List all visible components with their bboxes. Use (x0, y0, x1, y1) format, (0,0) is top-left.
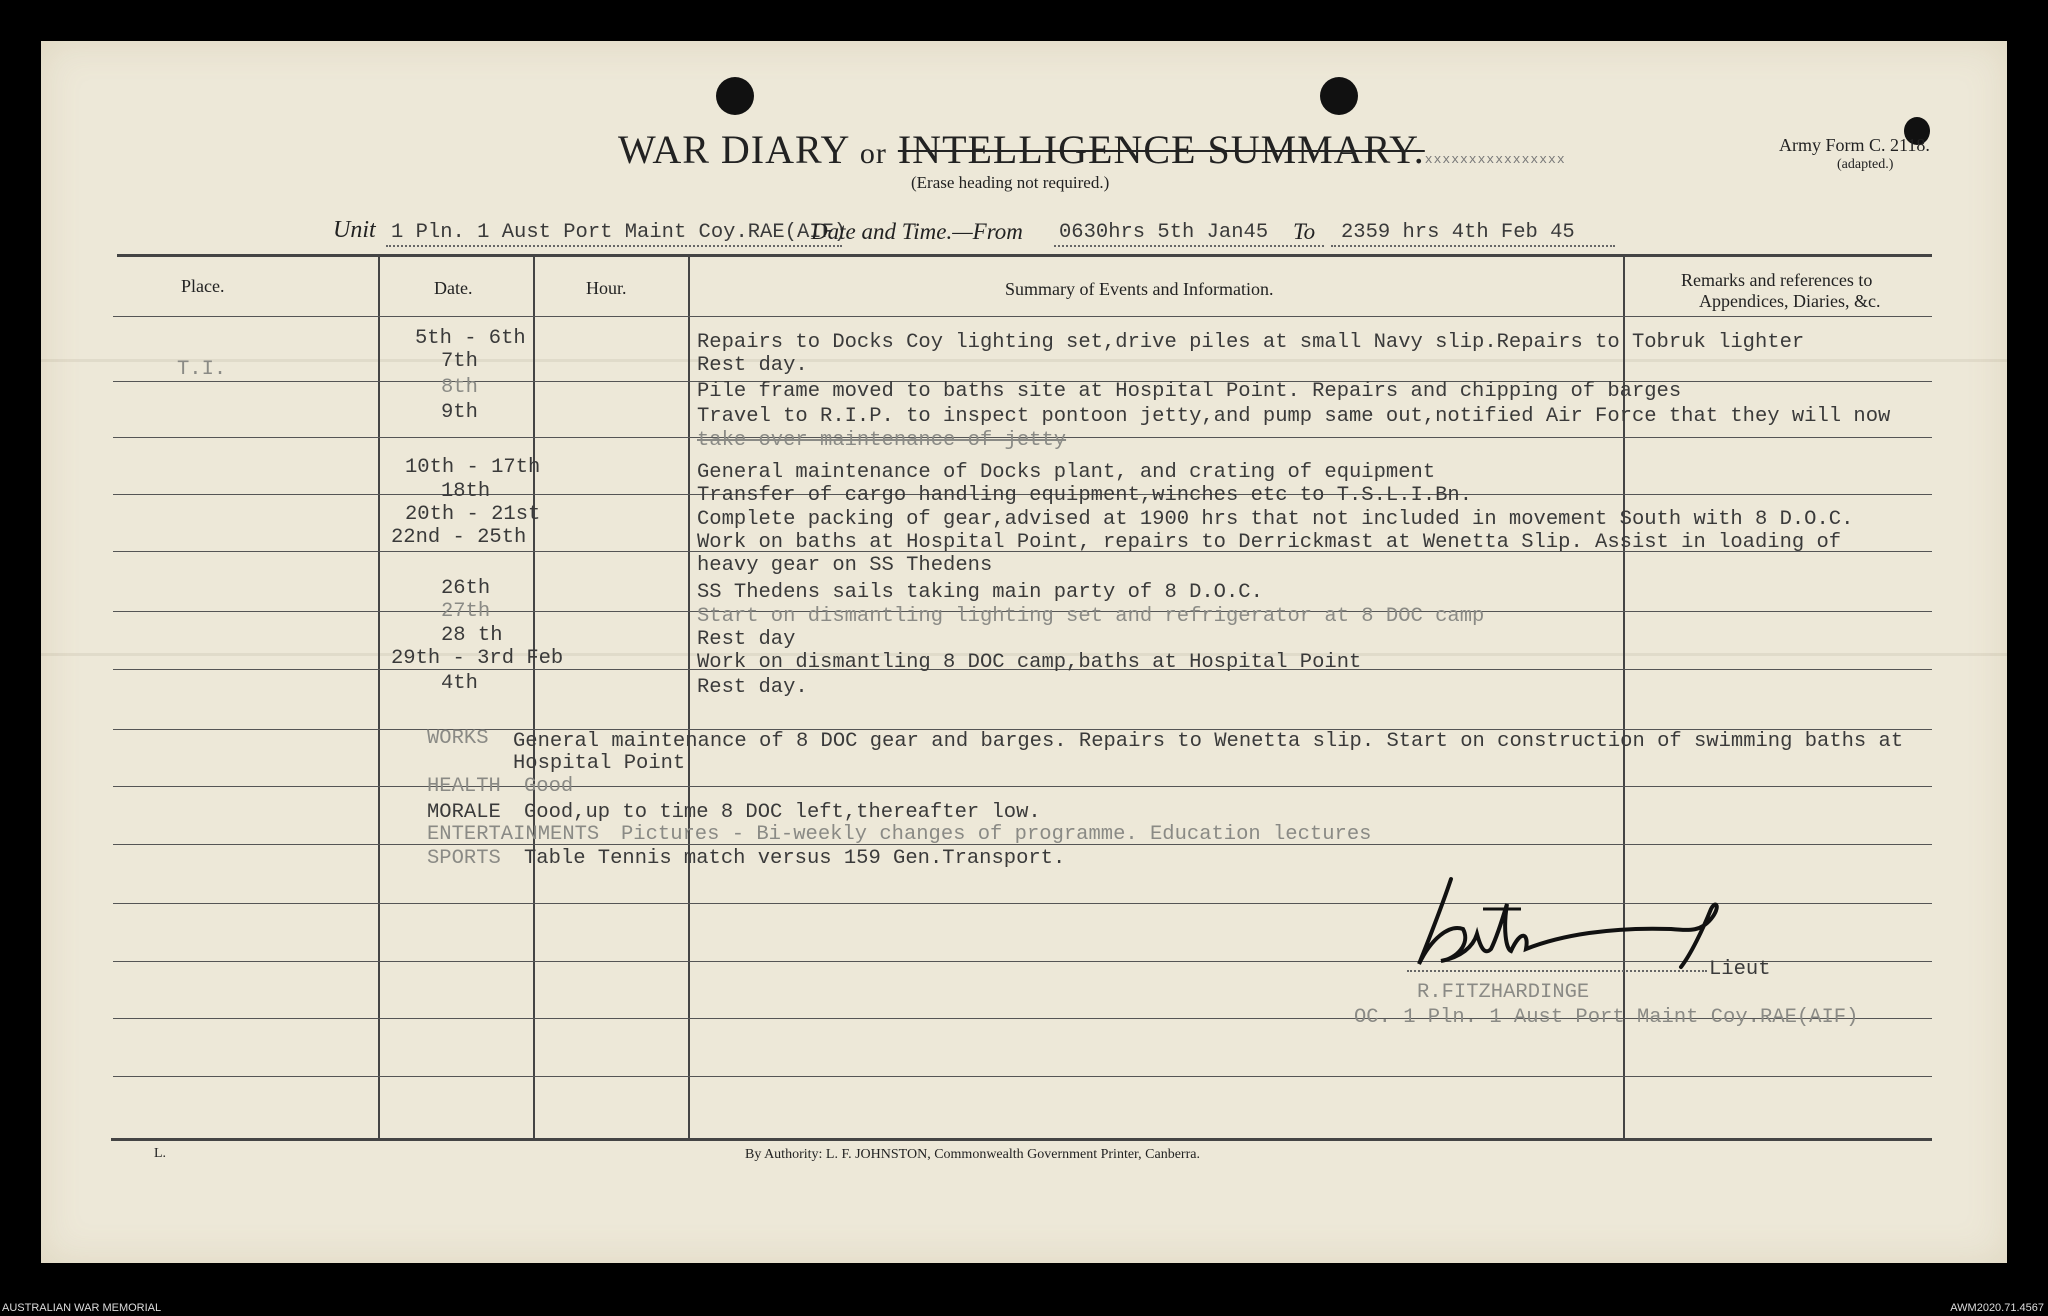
morale-label: MORALE (427, 801, 501, 824)
header-remarks-line2: Appendices, Diaries, &c. (1699, 291, 1881, 311)
entry-text: Start on dismantling lighting set and refrigerator at 8 DOC camp (697, 605, 1485, 628)
to-value: 2359 hrs 4th Feb 45 (1341, 221, 1575, 244)
morale-text: Good,up to time 8 DOC left,thereafter low. (524, 801, 1041, 824)
strikeout-x: xxxxxxxxxxxxxxxx (1424, 152, 1566, 167)
entry-date: 28 th (441, 624, 503, 647)
from-dotted-line (1054, 245, 1324, 247)
archive-name: AUSTRALIAN WAR MEMORIAL (2, 1302, 162, 1314)
entry-text: Complete packing of gear,advised at 1900 hrs that not included in movement South with 8 D.O.C. (697, 508, 1854, 531)
works-label: WORKS (427, 727, 489, 750)
entry-date: 4th (441, 672, 478, 695)
punch-hole (716, 77, 754, 115)
health-text: Good (524, 775, 574, 798)
place-value: T.I. (177, 358, 227, 381)
entry-date: 8th (441, 376, 478, 399)
entry-text: heavy gear on SS Thedens (697, 554, 993, 577)
entry-date: 5th - 6th (415, 327, 526, 350)
entry-date: 29th - 3rd Feb (391, 647, 564, 670)
header-place: Place. (181, 276, 225, 296)
header-date: Date. (434, 278, 473, 298)
entry-text: Repairs to Docks Coy lighting set,drive piles at small Navy slip.Repairs to Tobruk lighter (697, 331, 1805, 354)
table-top-rule (117, 254, 1932, 257)
erase-note: (Erase heading not required.) (911, 173, 1110, 192)
unit-dotted-line (386, 245, 842, 247)
printer-authority: By Authority: L. F. JOHNSTON, Commonwealth Government Printer, Canberra. (745, 1147, 1200, 1162)
entry-text: Pile frame moved to baths site at Hospital Point. Repairs and chipping of barges (697, 380, 1682, 403)
entertainments-label: ENTERTAINMENTS (427, 823, 600, 846)
column-divider (533, 257, 535, 1138)
entry-date: 10th - 17th (405, 456, 541, 479)
signature-name: R.FITZHARDINGE (1417, 981, 1590, 1004)
entry-text: Travel to R.I.P. to inspect pontoon jetty,and pump same out,notified Air Force that they will now (697, 405, 1891, 428)
entry-date: 26th (441, 577, 491, 600)
row-rule (113, 1076, 1932, 1077)
table-bottom-rule (111, 1138, 1932, 1141)
header-remarks-line1: Remarks and references to (1681, 270, 1873, 290)
form-mark: L. (154, 1146, 167, 1161)
army-form-number: Army Form C. 2118. (1779, 135, 1930, 155)
from-value: 0630hrs 5th Jan45 (1059, 221, 1269, 244)
entry-text: Work on dismantling 8 DOC camp,baths at Hospital Point (697, 651, 1362, 674)
to-dotted-line (1331, 245, 1615, 247)
entry-date: 22nd - 25th (391, 526, 527, 549)
header-hour: Hour. (586, 278, 627, 298)
entry-text: General maintenance of Docks plant, and crating of equipment (697, 461, 1436, 484)
entertainments-text: Pictures - Bi-weekly changes of programme. Education lectures (621, 823, 1372, 846)
sports-label: SPORTS (427, 847, 501, 870)
entry-date: 20th - 21st (405, 503, 541, 526)
row-rule (113, 786, 1932, 787)
unit-value: 1 Pln. 1 Aust Port Maint Coy.RAE(AIF) (391, 221, 847, 244)
header-summary: Summary of Events and Information. (1005, 279, 1274, 299)
diary-sheet (41, 41, 2007, 1263)
entry-text: Transfer of cargo handling equipment,winches etc to T.S.L.I.Bn. (697, 484, 1473, 507)
signature-rank: Lieut (1709, 958, 1771, 981)
date-time-label: Date and Time.—From (811, 219, 1023, 244)
punch-hole (1320, 77, 1358, 115)
to-label: To (1293, 219, 1316, 244)
entry-text: Work on baths at Hospital Point, repairs to Derrickmast at Wenetta Slip. Assist in loading of (697, 531, 1842, 554)
archive-accession-number: AWM2020.71.4567 (1950, 1302, 2044, 1314)
entry-date: 27th (441, 600, 491, 623)
entry-date: 18th (441, 480, 491, 503)
entry-text-struck: take over maintenance of jetty (697, 429, 1067, 452)
entry-date: 9th (441, 401, 478, 424)
signature-dotted-line (1407, 970, 1707, 972)
entry-text: Rest day. (697, 676, 808, 699)
fold-crease (41, 359, 2007, 362)
health-label: HEALTH (427, 775, 501, 798)
column-divider (378, 257, 380, 1138)
form-title (618, 126, 1566, 173)
column-divider (688, 257, 690, 1138)
entry-text: Rest day. (697, 354, 808, 377)
entry-text: Rest day (697, 628, 796, 651)
works-text-cont: Hospital Point (513, 752, 686, 775)
signature-appointment: OC. 1 Pln. 1 Aust Port Maint Coy.RAE(AIF) (1354, 1006, 1859, 1029)
sports-text: Table Tennis match versus 159 Gen.Transport. (524, 847, 1066, 870)
unit-label: Unit (333, 217, 376, 243)
entry-text: SS Thedens sails taking main party of 8 D.O.C. (697, 581, 1263, 604)
adapted-note: (adapted.) (1837, 157, 1894, 172)
title-or: or (859, 137, 887, 170)
row-rule (113, 316, 1932, 317)
title-war-diary: WAR DIARY (618, 127, 849, 172)
title-intelligence-summary: INTELLIGENCE SUMMARY. (897, 127, 1425, 172)
works-text: General maintenance of 8 DOC gear and barges. Repairs to Wenetta slip. Start on construction of swimming baths at (513, 730, 1904, 753)
entry-date: 7th (441, 350, 478, 373)
